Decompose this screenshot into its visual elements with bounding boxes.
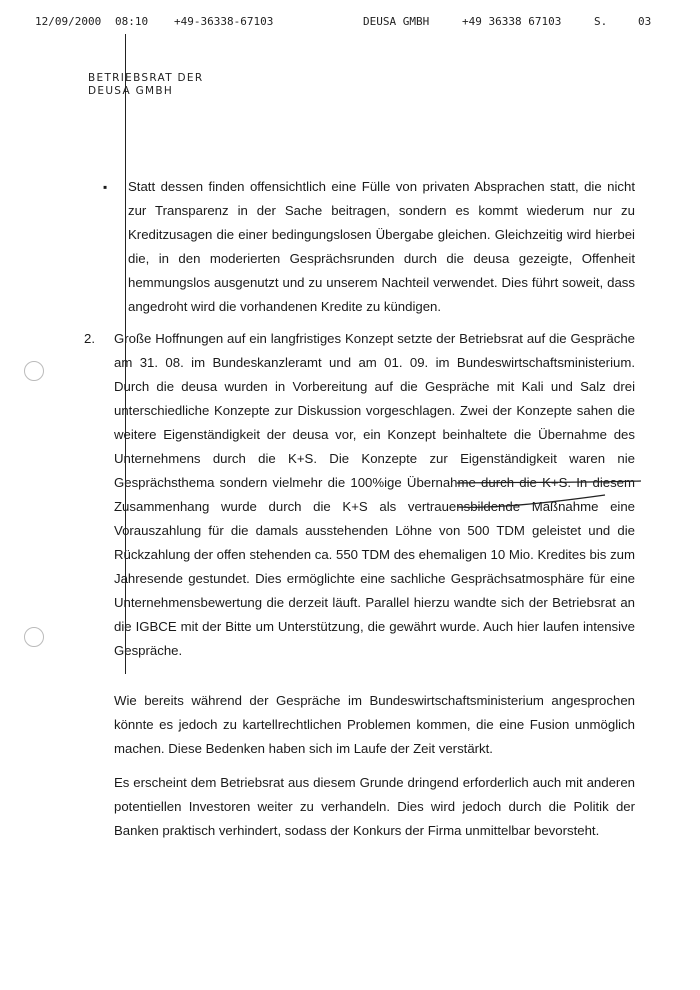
bullet-marker: ▪ [103, 180, 108, 194]
punch-hole-bottom [24, 627, 44, 647]
letterhead-line-2: DEUSA GMBH [88, 85, 174, 97]
fax-sender-number: +49-36338-67103 [174, 15, 274, 28]
fax-date: 12/09/2000 [35, 15, 102, 28]
punch-hole-top [24, 361, 44, 381]
paragraph-fusion-concerns: Wie bereits während der Gespräche im Bundeswirtschaftsministerium angesprochen könnte es jedoch zu kartellrechtlichen Problemen kommen, die eine Fusion unmöglich machen. Diese Bedenken haben sich im Laufe der Zeit verstärkt. [114, 693, 635, 756]
item-number: 2. [84, 331, 95, 346]
item-text: Große Hoffnungen auf ein langfristiges Konzept setzte der Betriebsrat auf die Gespräche am 31. 08. im Bundeskanzleramt und am 01. 09. im Bundeswirtschaftsministerium. Durch die deusa wurden in Vorbereitung auf die Gespräche mit Kali und Salz drei unterschiedliche Konzepte zur Diskussion vorgeschlagen. Zwei der Konzepte sahen die weitere Eigenständigkeit der deusa vor, ein Konzept beinhaltete die Übernahme des Unternehmens durch die K+S. Die Konzepte zur Eigenständigkeit waren nie Gesprächsthema sondern vielmehr die 100%ige Übernahme durch die K+S. In diesem Zusammenhang wurde durch die K+S als vertrauensbildende Maßnahme eine Vorauszahlung für die damals ausstehenden Löhne von 500 TDM geleistet und die Rückzahlung der offen stehenden ca. 550 TDM des ehemaligen 10 Mio. Kredites bis zum Jahresende gestundet. Dies ermöglichte eine sachliche Gesprächsatmosphäre für eine Unternehmensbewertung die derzeit läuft. Parallel hierzu wandte sich der Betriebsrat an die IGBCE mit der Bitte um Unterstützung, die gewährt wurde. Auch hier laufen intensive Gespräche. [114, 331, 635, 658]
letterhead-line-1: BETRIEBSRAT DER [88, 72, 204, 84]
paragraph-investors: Es erscheint dem Betriebsrat aus diesem Grunde dringend erforderlich auch mit anderen potentiellen Investoren weiter zu verhandeln. Dies wird jedoch durch die Politik der Banken praktisch verhindert, sodass der Konkurs der Firma unmittelbar bevorsteht. [114, 775, 635, 838]
fax-time: 08:10 [115, 15, 149, 28]
fax-header [0, 15, 700, 33]
bullet-text: Statt dessen finden offensichtlich eine Fülle von privaten Absprachen statt, die nicht zur Transparenz in der Sache beitragen, sondern es kommt wiederum nur zu Kreditzusagen die einer bedingungslosen Übergabe gleichen. Gleichzeitig wird hierbei die, in den moderierten Gesprächsrunden durch die deusa gezeigte, Offenheit hemmungslos ausgenutzt und zu unserem Nachteil verwendet. Dies führt soweit, dass angedroht wird die vorhandenen Kredite zu kündigen. [128, 179, 635, 314]
fax-page-label: S. [594, 15, 608, 28]
handwritten-underline-mark [455, 480, 645, 510]
fax-phone: +49 36338 67103 [462, 15, 562, 28]
fax-company: DEUSA GMBH [363, 15, 430, 28]
letterhead [88, 72, 203, 98]
fax-page-number: 03 [638, 15, 652, 28]
